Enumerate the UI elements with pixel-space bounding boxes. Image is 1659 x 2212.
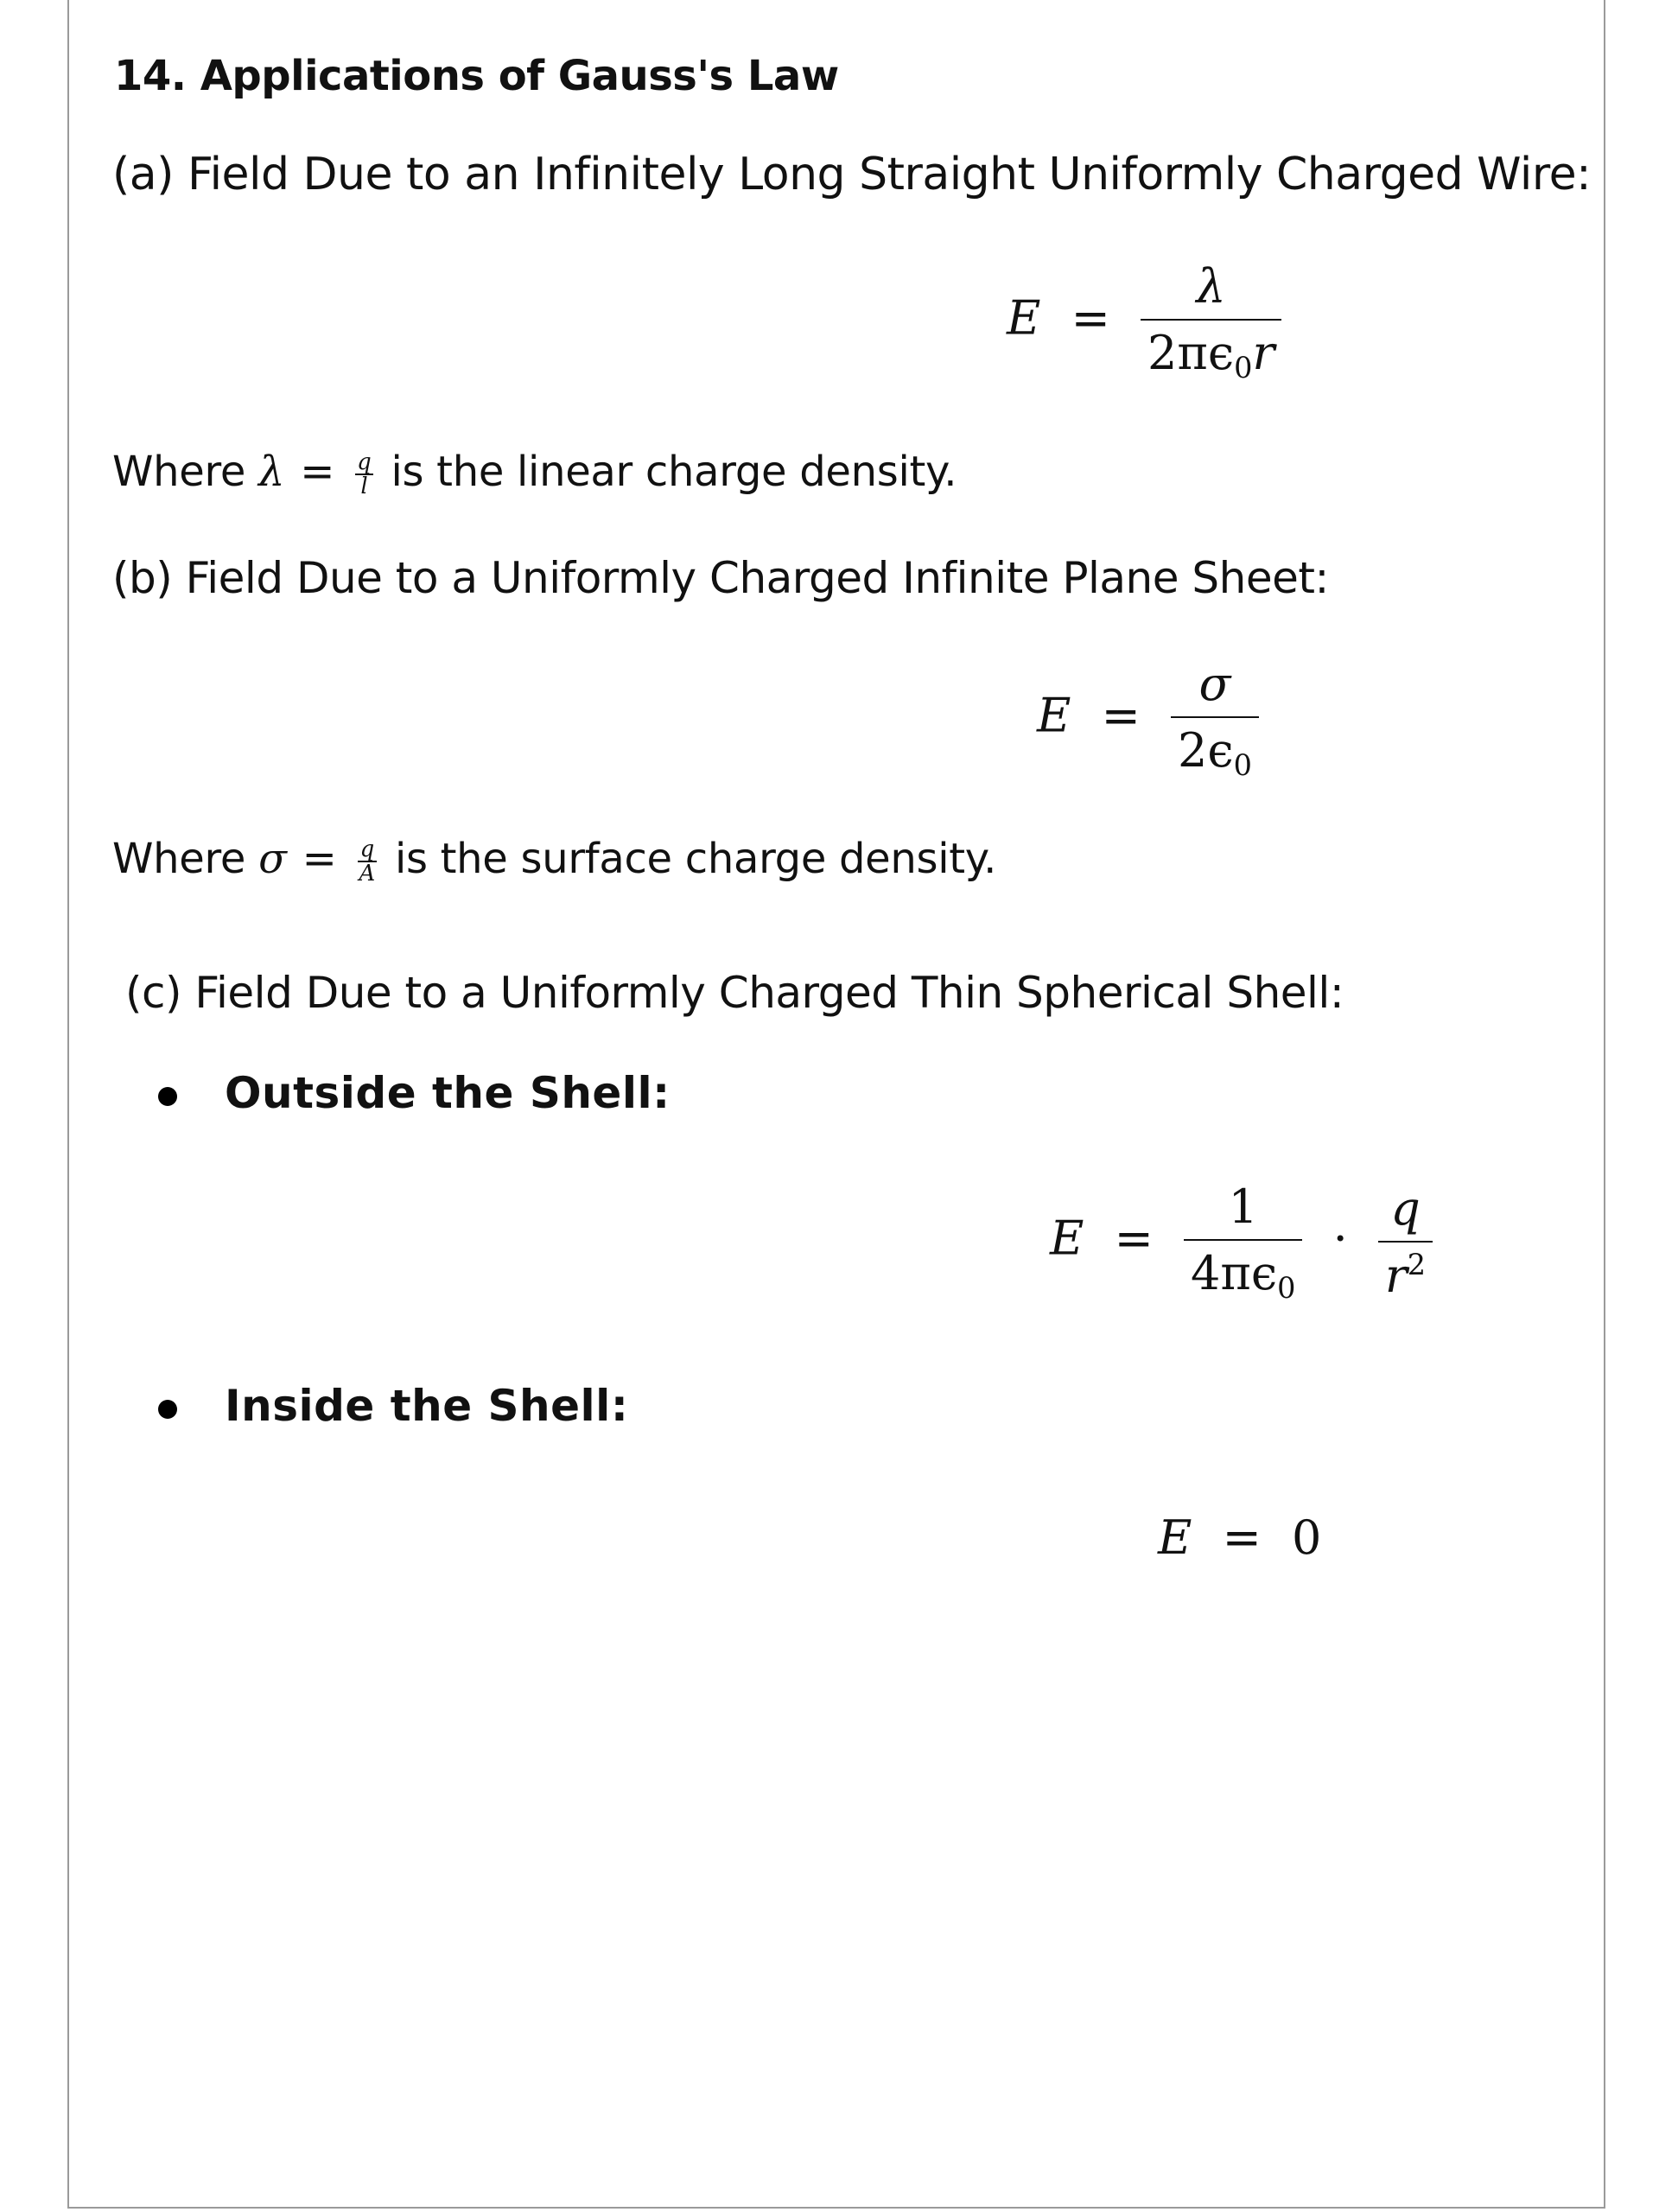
equation-sheet-field xyxy=(1037,657,1259,782)
bullet-outside-shell: Outside the Shell: xyxy=(225,1068,671,1118)
where-line-sigma xyxy=(112,835,996,885)
where-suffix: is the linear charge density. xyxy=(391,448,957,496)
numerator: q xyxy=(1378,1181,1433,1243)
eq-lhs: E xyxy=(1158,1510,1192,1565)
where-prefix: Where xyxy=(112,448,246,496)
eq-lhs: E xyxy=(1050,1211,1084,1266)
denominator-subscript: 0 xyxy=(1234,351,1253,385)
denominator xyxy=(1171,718,1259,782)
mini-fraction xyxy=(355,451,372,498)
where-symbol: λ xyxy=(258,448,285,496)
eq-lhs: E xyxy=(1037,688,1071,743)
mini-denominator: l xyxy=(360,474,368,499)
eq-lhs: E xyxy=(1007,290,1041,346)
denominator-exponent: 2 xyxy=(1407,1247,1427,1281)
fraction xyxy=(1171,657,1259,782)
mini-numerator: q xyxy=(357,449,372,475)
where-suffix: is the surface charge density. xyxy=(394,835,997,883)
denominator xyxy=(1184,1241,1302,1305)
fraction-charge xyxy=(1378,1181,1433,1303)
numerator: σ xyxy=(1171,657,1259,718)
denominator-subscript: 0 xyxy=(1277,1271,1296,1306)
equation-wire-field xyxy=(1007,259,1281,385)
where-prefix: Where xyxy=(112,835,246,883)
section-heading-a: (a) Field Due to an Infinitely Long Straight Uniformly Charged Wire: xyxy=(112,149,1592,200)
denominator-tail: r xyxy=(1252,326,1275,380)
equals-sign: = xyxy=(300,448,335,496)
denominator-main: 2ϵ xyxy=(1178,723,1234,778)
equals-sign: = xyxy=(302,835,337,883)
multiply-dot: · xyxy=(1332,1211,1348,1266)
equals-sign: = xyxy=(1114,1211,1154,1266)
denominator-main: r xyxy=(1384,1249,1408,1304)
section-heading-b: (b) Field Due to a Uniformly Charged Infinite Plane Sheet: xyxy=(112,553,1329,603)
denominator-main: 2πϵ xyxy=(1147,326,1235,380)
where-symbol: σ xyxy=(258,835,287,883)
where-line-lambda xyxy=(112,448,957,498)
denominator-main: 4πϵ xyxy=(1191,1246,1278,1300)
equals-sign: = xyxy=(1222,1510,1262,1565)
page-title: 14. Applications of Gauss's Law xyxy=(114,52,839,100)
fraction xyxy=(1141,259,1281,385)
denominator xyxy=(1378,1243,1433,1303)
numerator: λ xyxy=(1141,259,1281,321)
equation-shell-inside xyxy=(1158,1510,1321,1565)
equation-shell-outside xyxy=(1050,1179,1433,1305)
mini-fraction xyxy=(358,838,377,885)
denominator xyxy=(1141,321,1281,385)
bullet-dot-icon xyxy=(158,1087,177,1106)
numerator: 1 xyxy=(1184,1179,1302,1241)
eq-rhs: 0 xyxy=(1292,1510,1322,1565)
bullet-inside-shell: Inside the Shell: xyxy=(225,1381,629,1431)
equals-sign: = xyxy=(1071,290,1110,346)
mini-denominator: A xyxy=(359,861,375,887)
denominator-subscript: 0 xyxy=(1233,748,1252,783)
section-heading-c: (c) Field Due to a Uniformly Charged Thin Spherical Shell: xyxy=(125,968,1344,1018)
fraction-constant xyxy=(1184,1179,1302,1305)
equals-sign: = xyxy=(1101,688,1141,743)
mini-numerator: q xyxy=(358,838,377,862)
bullet-dot-icon xyxy=(158,1400,177,1419)
